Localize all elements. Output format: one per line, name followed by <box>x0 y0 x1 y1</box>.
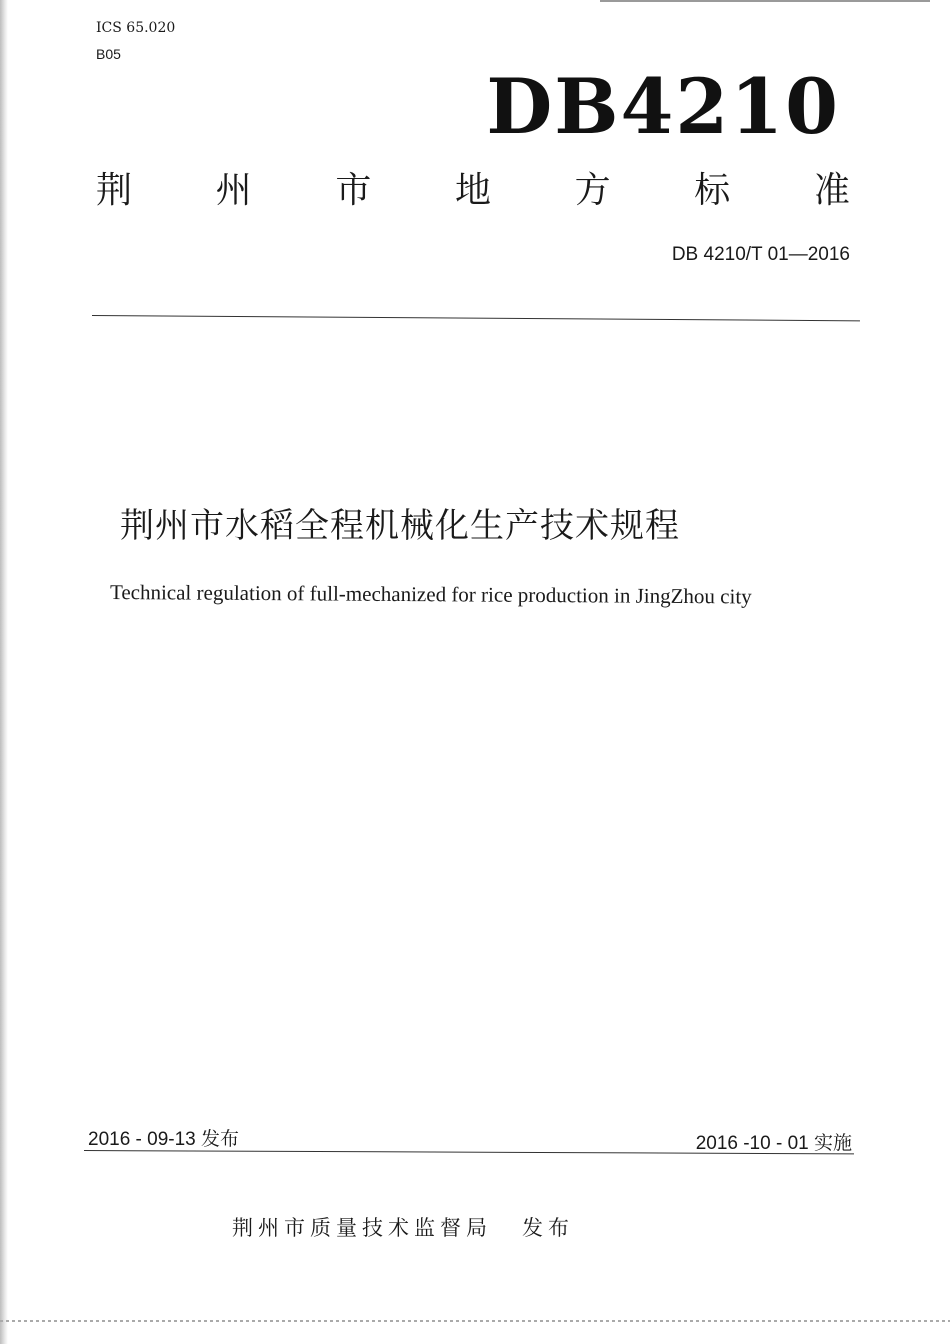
title-chinese: 荆州市水稻全程机械化生产技术规程 <box>120 506 680 546</box>
standard-type-char: 州 <box>215 170 252 211</box>
standard-type-char: 准 <box>813 170 850 211</box>
standard-type-char: 标 <box>694 170 731 211</box>
issuer <box>232 1212 574 1242</box>
classification-code: B05 <box>96 46 121 62</box>
title-english: Technical regulation of full-mechanized for rice production in JingZhou city <box>109 580 752 609</box>
scan-edge-left <box>0 0 8 1344</box>
standard-type-char: 荆 <box>96 170 133 211</box>
header-divider <box>92 315 860 321</box>
standard-type <box>96 162 850 213</box>
scan-edge-bottom <box>0 1320 950 1322</box>
ics-code: ICS 65.020 <box>96 20 176 36</box>
standard-code: DB4210 <box>486 62 840 151</box>
standard-type-char: 地 <box>454 170 491 211</box>
standard-type-char: 方 <box>574 170 611 211</box>
issuer-name: 荆州市质量技术监督局 <box>232 1216 492 1240</box>
standard-type-char: 市 <box>335 170 372 211</box>
scan-edge-top <box>600 0 930 2</box>
issue-date: 2016 - 09-13 发布 <box>88 1129 240 1150</box>
implementation-date: 2016 -10 - 01 实施 <box>695 1133 852 1154</box>
issuer-action: 发布 <box>522 1216 574 1240</box>
standard-number: DB 4210/T 01—2016 <box>671 244 850 265</box>
